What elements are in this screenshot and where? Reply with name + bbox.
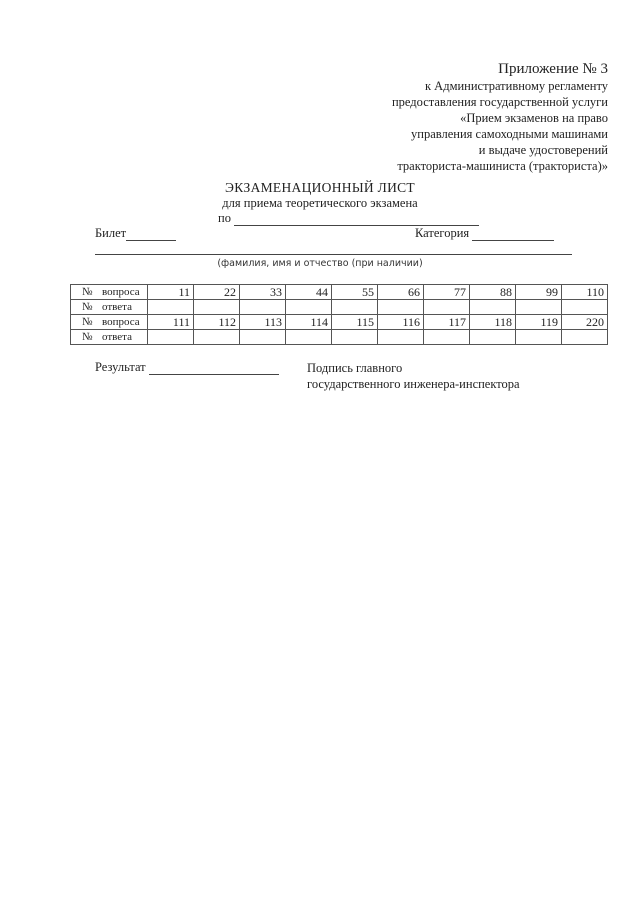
answer-cell[interactable] [332,300,378,315]
answer-cell[interactable] [194,330,240,345]
question-number-cell: 117 [424,315,470,330]
result-row [95,360,279,375]
question-number-cell: 119 [516,315,562,330]
answer-cell[interactable] [240,330,286,345]
answer-row [71,330,608,345]
ticket-label: Билет [95,226,127,240]
no-sign: № [82,301,93,313]
answers-table [70,284,608,345]
answer-label: ответа [102,331,132,343]
question-number-cell: 77 [424,285,470,300]
answer-cell[interactable] [378,300,424,315]
answer-cell[interactable] [286,300,332,315]
ticket-row [95,226,176,241]
name-caption: (фамилия, имя и отчество (при наличии) [217,258,423,269]
appendix-line: предоставления государственной услуги [391,95,608,109]
appendix-title: Приложение № 3 [498,61,608,77]
answer-label: ответа [102,301,132,313]
question-number-cell: 118 [470,315,516,330]
form-title: ЭКЗАМЕНАЦИОННЫЙ ЛИСТ [225,180,415,195]
question-number-cell: 112 [194,315,240,330]
question-number-cell: 66 [378,285,424,300]
appendix-line: и выдаче удостоверений [478,143,608,157]
answer-cell[interactable] [148,300,194,315]
answer-cell[interactable] [516,300,562,315]
form-subtitle: для приема теоретического экзамена [222,196,418,210]
question-label: вопроса [102,286,140,298]
answer-cell[interactable] [516,330,562,345]
question-number-cell: 111 [148,315,194,330]
question-number-cell: 220 [562,315,608,330]
appendix-line: к Административному регламенту [424,79,608,93]
answer-cell[interactable] [470,300,516,315]
row-label [71,315,148,330]
answer-cell[interactable] [470,330,516,345]
row-label [71,285,148,300]
result-field[interactable] [149,361,279,375]
question-number-cell: 110 [562,285,608,300]
row-label [71,300,148,315]
question-label: вопроса [102,316,140,328]
question-row [71,285,608,300]
no-sign: № [82,316,93,328]
question-number-cell: 44 [286,285,332,300]
appendix-line: «Прием экзаменов на право [460,111,608,125]
question-row [71,315,608,330]
question-number-cell: 113 [240,315,286,330]
subject-field[interactable] [234,212,479,226]
ticket-field[interactable] [126,227,176,241]
category-label: Категория [415,226,470,240]
po-label: по [218,211,231,225]
answer-cell[interactable] [148,330,194,345]
appendix-line: тракториста-машиниста (тракториста)» [397,159,608,173]
question-number-cell: 88 [470,285,516,300]
row-label [71,330,148,345]
answer-cell[interactable] [286,330,332,345]
question-number-cell: 55 [332,285,378,300]
no-sign: № [82,286,93,298]
answer-cell[interactable] [562,330,608,345]
subject-line [218,211,479,226]
question-number-cell: 11 [148,285,194,300]
answer-cell[interactable] [378,330,424,345]
result-label: Результат [95,360,146,374]
question-number-cell: 115 [332,315,378,330]
category-field[interactable] [472,227,554,241]
signature-block [307,360,520,392]
question-number-cell: 116 [378,315,424,330]
no-sign: № [82,331,93,343]
question-number-cell: 114 [286,315,332,330]
answer-cell[interactable] [332,330,378,345]
signature-line: Подпись главного [307,361,403,375]
question-number-cell: 99 [516,285,562,300]
answer-cell[interactable] [424,330,470,345]
answer-cell[interactable] [240,300,286,315]
answer-row [71,300,608,315]
answer-cell[interactable] [424,300,470,315]
answer-cell[interactable] [562,300,608,315]
appendix-line: управления самоходными машинами [411,127,608,141]
name-field[interactable] [95,254,572,255]
question-number-cell: 33 [240,285,286,300]
answer-cell[interactable] [194,300,240,315]
category-row [415,226,554,241]
question-number-cell: 22 [194,285,240,300]
signature-line: государственного инженера-инспектора [307,377,520,391]
appendix-header [392,60,608,174]
